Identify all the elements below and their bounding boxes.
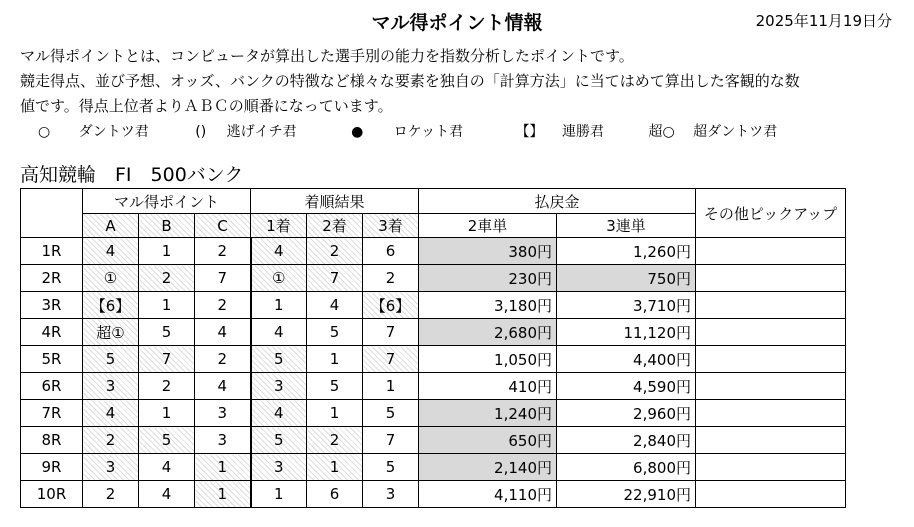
legend-label-super-dantotsu: 超ダントツ君 — [693, 124, 778, 140]
result-third-cell: 2 — [363, 265, 419, 292]
result-second-cell: 5 — [307, 373, 363, 400]
result-first-cell: 4 — [251, 319, 307, 346]
race-cell: 10R — [21, 481, 83, 508]
table-row — [21, 373, 846, 400]
point-c-cell: 7 — [195, 265, 251, 292]
description — [20, 44, 900, 119]
description-line-3: 値です。得点上位者よりＡＢＣの順番になっています。 — [20, 97, 393, 115]
result-second-cell: 5 — [307, 319, 363, 346]
table-row — [21, 319, 846, 346]
point-c-cell: 2 — [195, 346, 251, 373]
exacta-payout-cell: 410円 — [419, 373, 557, 400]
trifecta-payout-cell: 4,400円 — [557, 346, 696, 373]
point-b-cell: 7 — [139, 346, 195, 373]
race-cell: 5R — [21, 346, 83, 373]
col-header-third: 3着 — [363, 214, 419, 238]
exacta-payout-cell: 4,110円 — [419, 481, 557, 508]
trifecta-payout-cell: 11,120円 — [557, 319, 696, 346]
other-pickup-cell — [696, 481, 846, 508]
race-cell: 1R — [21, 238, 83, 265]
race-column-header — [21, 189, 83, 238]
legend-label-renshou: 連勝君 — [562, 124, 604, 140]
result-third-cell: 5 — [363, 400, 419, 427]
trifecta-payout-cell: 2,960円 — [557, 400, 696, 427]
symbol-legend — [38, 121, 789, 141]
result-second-cell: 2 — [307, 238, 363, 265]
trifecta-payout-cell: 4,590円 — [557, 373, 696, 400]
exacta-payout-cell: 230円 — [419, 265, 557, 292]
race-cell: 2R — [21, 265, 83, 292]
result-first-cell: 4 — [251, 238, 307, 265]
race-cell: 9R — [21, 454, 83, 481]
result-third-cell: 3 — [363, 481, 419, 508]
trifecta-payout-cell: 6,800円 — [557, 454, 696, 481]
result-third-cell: 7 — [363, 427, 419, 454]
exacta-payout-cell: 380円 — [419, 238, 557, 265]
point-c-cell: 4 — [195, 319, 251, 346]
points-header: マル得ポイント — [83, 189, 251, 214]
results-table — [20, 188, 846, 508]
point-b-cell: 2 — [139, 373, 195, 400]
result-first-cell: 5 — [251, 427, 307, 454]
result-second-cell: 2 — [307, 427, 363, 454]
point-a-cell: 3 — [83, 454, 139, 481]
race-cell: 4R — [21, 319, 83, 346]
other-pickup-header: その他ピックアップ — [696, 189, 846, 238]
table-row — [21, 454, 846, 481]
point-b-cell: 4 — [139, 454, 195, 481]
point-a-cell: ① — [83, 265, 139, 292]
point-a-cell: 2 — [83, 481, 139, 508]
point-b-cell: 4 — [139, 481, 195, 508]
result-second-cell: 1 — [307, 400, 363, 427]
trifecta-payout-cell: 22,910円 — [557, 481, 696, 508]
race-cell: 7R — [21, 400, 83, 427]
result-first-cell: 4 — [251, 400, 307, 427]
other-pickup-cell — [696, 265, 846, 292]
trifecta-payout-cell: 750円 — [557, 265, 696, 292]
exacta-payout-cell: 650円 — [419, 427, 557, 454]
exacta-payout-cell: 2,140円 — [419, 454, 557, 481]
table-row — [21, 346, 846, 373]
table-row — [21, 265, 846, 292]
col-header-c: C — [195, 214, 251, 238]
point-c-cell: 3 — [195, 427, 251, 454]
point-b-cell: 1 — [139, 292, 195, 319]
race-cell: 3R — [21, 292, 83, 319]
payout-header: 払戻金 — [419, 189, 696, 214]
exacta-payout-cell: 3,180円 — [419, 292, 557, 319]
result-third-cell: 7 — [363, 319, 419, 346]
result-first-cell: ① — [251, 265, 307, 292]
point-c-cell: 4 — [195, 373, 251, 400]
legend-symbol-rocket: ● — [351, 124, 364, 140]
other-pickup-cell — [696, 319, 846, 346]
table-row — [21, 238, 846, 265]
legend-symbol-renshou: 【】 — [515, 124, 544, 140]
col-header-second: 2着 — [307, 214, 363, 238]
point-b-cell: 2 — [139, 265, 195, 292]
other-pickup-cell — [696, 346, 846, 373]
result-first-cell: 1 — [251, 292, 307, 319]
table-row — [21, 292, 846, 319]
legend-label-dantotsu: ダントツ君 — [78, 124, 149, 140]
col-header-a: A — [83, 214, 139, 238]
exacta-payout-cell: 1,240円 — [419, 400, 557, 427]
point-b-cell: 1 — [139, 400, 195, 427]
point-a-cell: 5 — [83, 346, 139, 373]
result-third-cell: 6 — [363, 238, 419, 265]
venue-title: 高知競輪 FI 500バンク — [20, 164, 244, 186]
point-c-cell: 2 — [195, 238, 251, 265]
result-first-cell: 3 — [251, 373, 307, 400]
result-second-cell: 4 — [307, 292, 363, 319]
result-third-cell: 【6】 — [363, 292, 419, 319]
other-pickup-cell — [696, 400, 846, 427]
table-row — [21, 481, 846, 508]
legend-label-rocket: ロケット君 — [393, 124, 464, 140]
point-a-cell: 4 — [83, 400, 139, 427]
legend-label-nigeichi: 逃げイチ君 — [226, 124, 297, 140]
result-first-cell: 5 — [251, 346, 307, 373]
result-first-cell: 3 — [251, 454, 307, 481]
point-a-cell: 2 — [83, 427, 139, 454]
col-header-b: B — [139, 214, 195, 238]
page-title: マル得ポイント情報 — [371, 12, 543, 34]
race-cell: 8R — [21, 427, 83, 454]
other-pickup-cell — [696, 454, 846, 481]
legend-symbol-dantotsu: ○ — [38, 124, 51, 140]
result-second-cell: 7 — [307, 265, 363, 292]
table-row — [21, 427, 846, 454]
point-a-cell: 4 — [83, 238, 139, 265]
trifecta-payout-cell: 2,840円 — [557, 427, 696, 454]
result-header: 着順結果 — [251, 189, 419, 214]
description-line-2: 競走得点、並び予想、オッズ、バンクの特徴など様々な要素を独自の「計算方法」に当てはめて算出した客観的な数 — [20, 72, 800, 90]
point-c-cell: 3 — [195, 400, 251, 427]
exacta-payout-cell: 2,680円 — [419, 319, 557, 346]
other-pickup-cell — [696, 427, 846, 454]
result-second-cell: 1 — [307, 454, 363, 481]
exacta-payout-cell: 1,050円 — [419, 346, 557, 373]
race-cell: 6R — [21, 373, 83, 400]
point-c-cell: 2 — [195, 292, 251, 319]
trifecta-payout-cell: 3,710円 — [557, 292, 696, 319]
result-second-cell: 6 — [307, 481, 363, 508]
result-third-cell: 5 — [363, 454, 419, 481]
other-pickup-cell — [696, 292, 846, 319]
col-header-exacta: 2車単 — [419, 214, 557, 238]
result-third-cell: 7 — [363, 346, 419, 373]
point-c-cell: 1 — [195, 454, 251, 481]
point-a-cell: 3 — [83, 373, 139, 400]
other-pickup-cell — [696, 373, 846, 400]
other-pickup-cell — [696, 238, 846, 265]
description-line-1: マル得ポイントとは、コンピュータが算出した選手別の能力を指数分析したポイントです。 — [20, 47, 634, 65]
legend-symbol-nigeichi: () — [195, 124, 207, 140]
point-b-cell: 1 — [139, 238, 195, 265]
result-third-cell: 1 — [363, 373, 419, 400]
legend-symbol-super-dantotsu: 超○ — [648, 124, 675, 140]
result-first-cell: 1 — [251, 481, 307, 508]
point-a-cell: 超① — [83, 319, 139, 346]
col-header-first: 1着 — [251, 214, 307, 238]
point-b-cell: 5 — [139, 427, 195, 454]
point-a-cell: 【6】 — [83, 292, 139, 319]
table-row — [21, 400, 846, 427]
col-header-trifecta: 3連単 — [557, 214, 696, 238]
trifecta-payout-cell: 1,260円 — [557, 238, 696, 265]
header-row-1 — [21, 189, 846, 214]
point-c-cell: 1 — [195, 481, 251, 508]
result-second-cell: 1 — [307, 346, 363, 373]
report-date: 2025年11月19日分 — [755, 12, 892, 30]
point-b-cell: 5 — [139, 319, 195, 346]
